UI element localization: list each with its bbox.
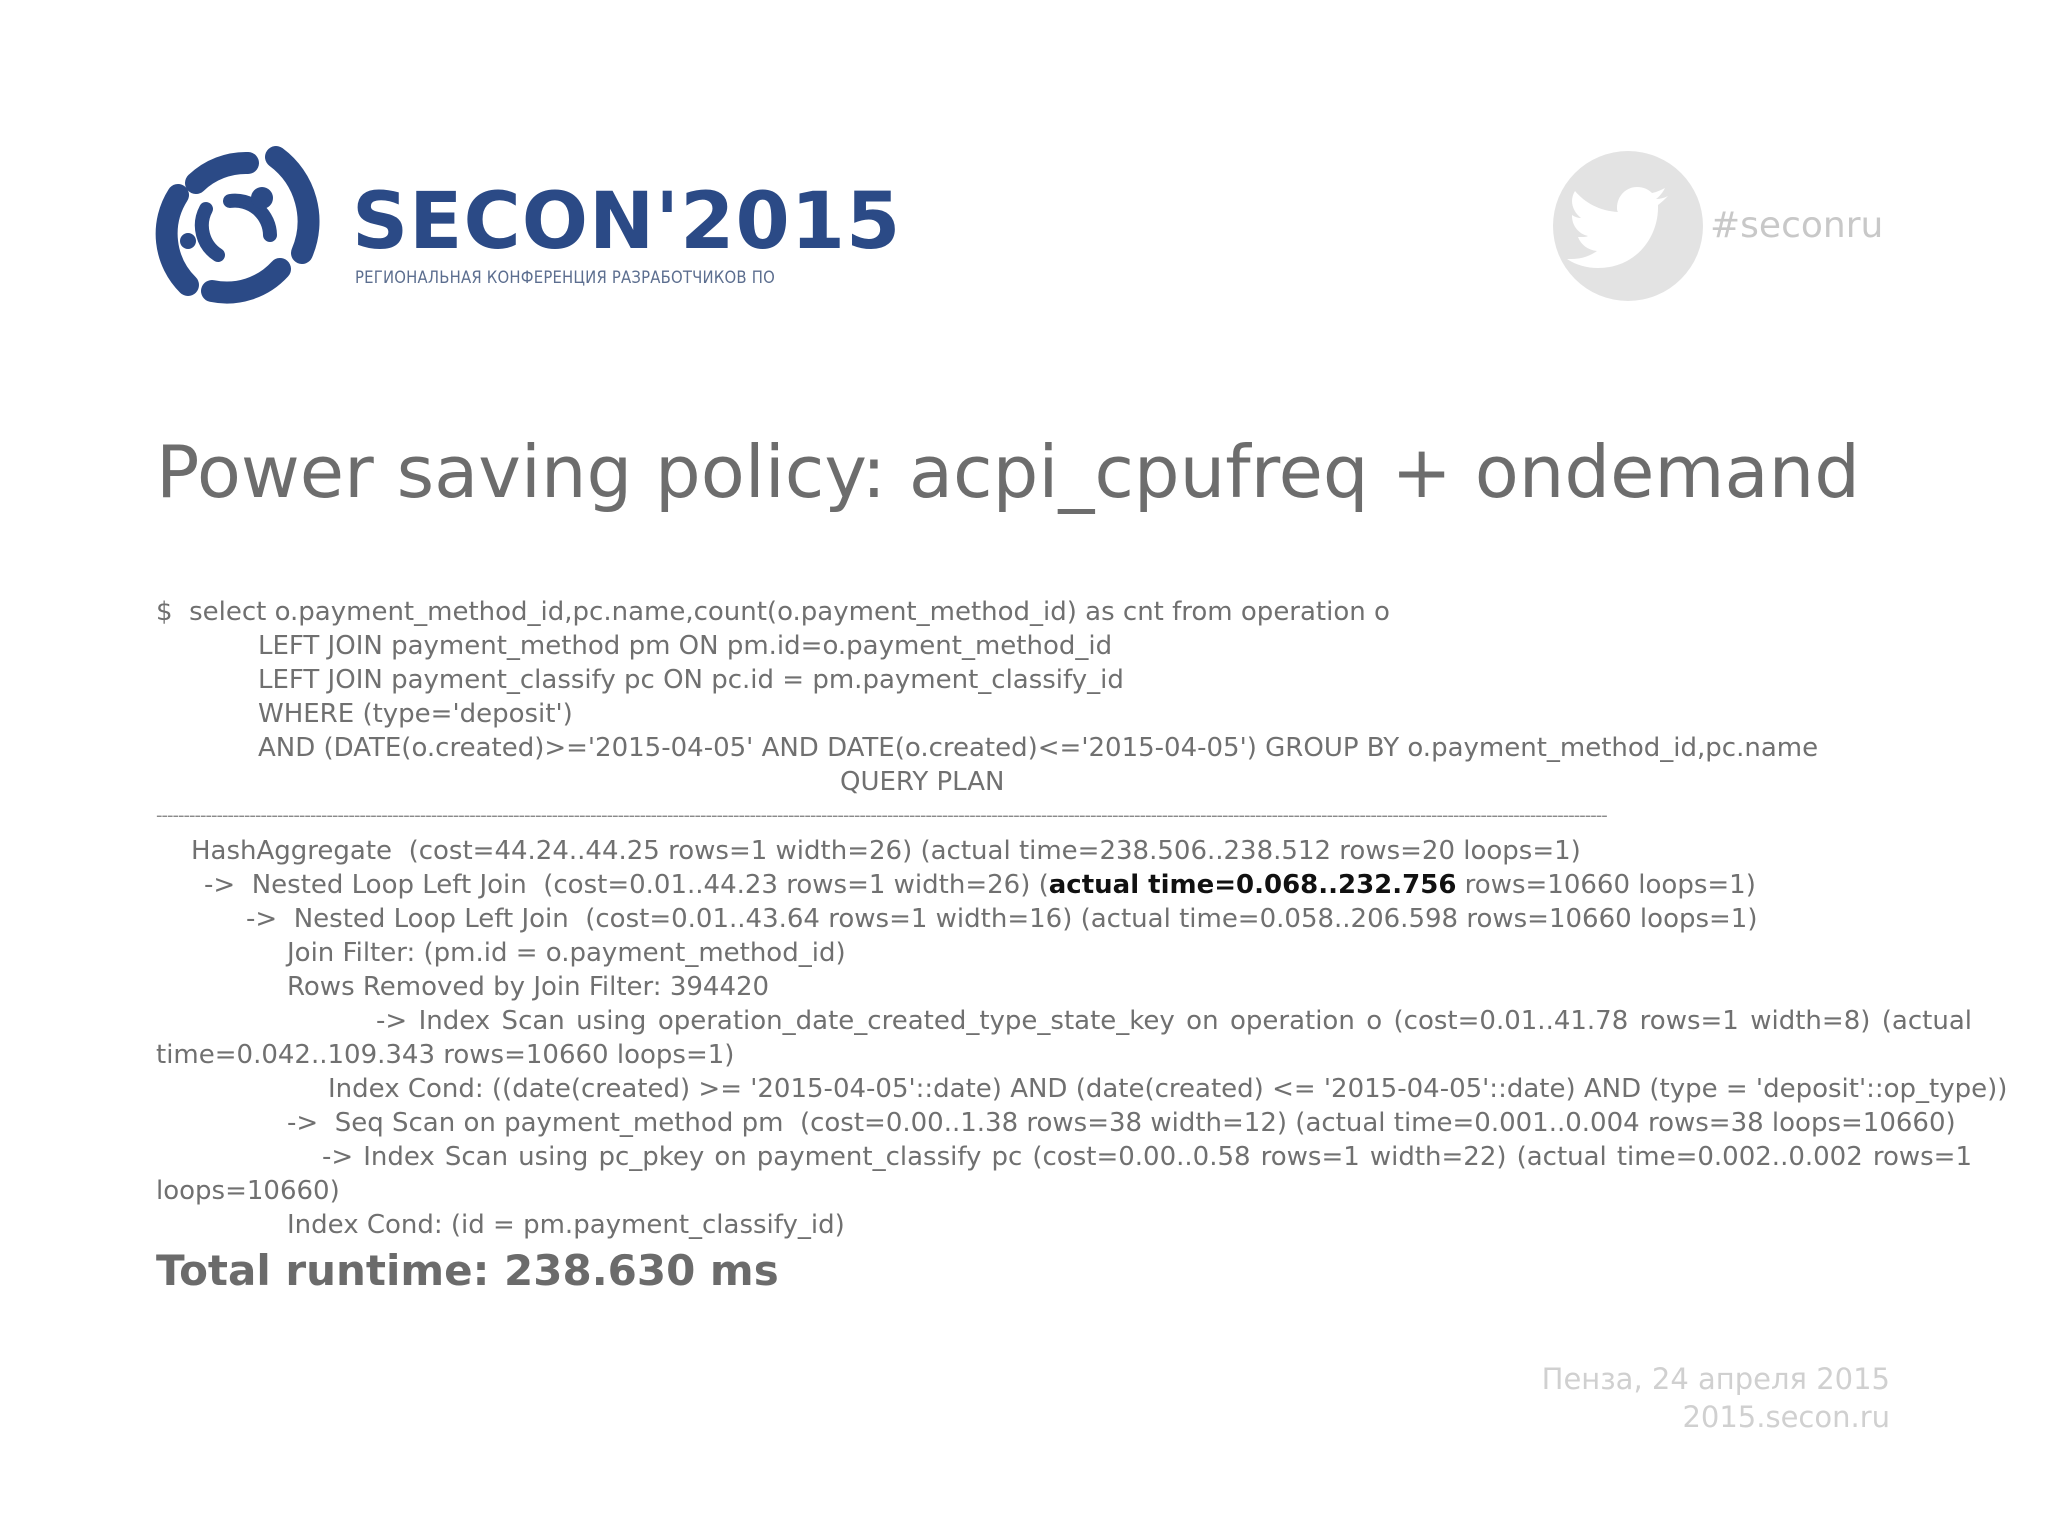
plan-line: -> Index Scan using operation_date_created_type_state_key on operation o (cost=0.01..41.78 rows=1 width=8) (actual time=0.042..109.343 rows=10660 loops=1) <box>156 1006 1972 1070</box>
query-line: AND (DATE(o.created)>='2015-04-05' AND DATE(o.created)<='2015-04-05') GROUP BY o.payment_method_id,pc.name <box>258 733 1819 763</box>
plan-line-text: -> Nested Loop Left Join (cost=0.01..44.23 rows=1 width=26) ( <box>204 870 1049 900</box>
twitter-badge <box>1553 151 1703 301</box>
query-line: $ select o.payment_method_id,pc.name,count(o.payment_method_id) as cnt from operation o <box>156 597 1390 627</box>
highlighted-actual-time: actual time=0.068..232.756 <box>1048 870 1457 900</box>
footer-site: 2015.secon.ru <box>1682 1400 1890 1434</box>
plan-line: Join Filter: (pm.id = o.payment_method_id) <box>287 938 846 968</box>
plan-separator: ------------------------------------------------------------------------------------------------------------------------------------------------------------------------------------------------------------------------------------------------------------------------ <box>156 805 1607 826</box>
total-runtime: Total runtime: 238.630 ms <box>156 1246 779 1295</box>
brand-subtitle: РЕГИОНАЛЬНАЯ КОНФЕРЕНЦИЯ РАЗРАБОТЧИКОВ ПО <box>355 268 775 287</box>
plan-line: HashAggregate (cost=44.24..44.25 rows=1 width=26) (actual time=238.506..238.512 rows=20 loops=1) <box>191 836 1581 866</box>
secon-logo-icon <box>148 143 323 308</box>
query-line: LEFT JOIN payment_classify pc ON pc.id = pm.payment_classify_id <box>258 665 1124 695</box>
plan-line: -> Seq Scan on payment_method pm (cost=0.00..1.38 rows=38 width=12) (actual time=0.001..0.004 rows=38 loops=10660) <box>287 1108 1956 1138</box>
plan-line: Index Cond: (id = pm.payment_classify_id) <box>287 1210 845 1240</box>
twitter-bird-icon <box>1553 151 1703 301</box>
query-line: LEFT JOIN payment_method pm ON pm.id=o.payment_method_id <box>258 631 1113 661</box>
query-plan-header: QUERY PLAN <box>840 767 1005 797</box>
plan-line <box>156 868 1972 902</box>
sql-query <box>156 595 1976 799</box>
plan-line-text: rows=10660 loops=1) <box>1456 870 1756 900</box>
query-plan <box>156 834 2008 1242</box>
plan-line: -> Nested Loop Left Join (cost=0.01..43.64 rows=1 width=16) (actual time=0.058..206.598 rows=10660 loops=1) <box>246 904 1758 934</box>
plan-line: -> Index Scan using pc_pkey on payment_classify pc (cost=0.00..0.58 rows=1 width=22) (actual time=0.002..0.002 rows=1 loops=10660) <box>156 1142 1972 1206</box>
brand-name: SECON'2015 <box>352 177 902 267</box>
slide-title: Power saving policy: acpi_cpufreq + ondemand <box>156 430 1860 514</box>
query-line: WHERE (type='deposit') <box>258 699 573 729</box>
footer-place-date: Пенза, 24 апреля 2015 <box>1541 1362 1890 1396</box>
plan-line: Index Cond: ((date(created) >= '2015-04-05'::date) AND (date(created) <= '2015-04-05'::date) AND (type = 'deposit'::op_type)) <box>328 1074 2008 1104</box>
footer <box>1542 1360 1890 1436</box>
hashtag: #seconru <box>1710 205 1884 246</box>
plan-line: Rows Removed by Join Filter: 394420 <box>287 972 770 1002</box>
